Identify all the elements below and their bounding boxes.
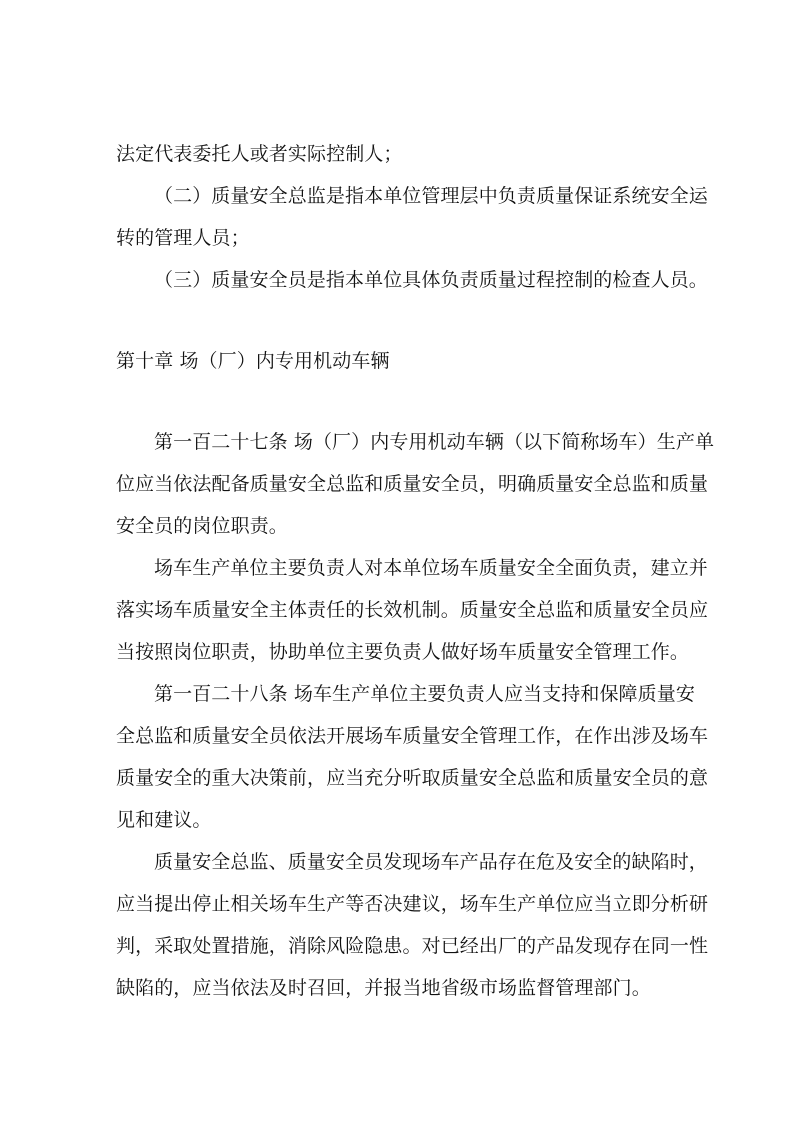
paragraph-line: 缺陷的，应当依法及时召回，并报当地省级市场监督管理部门。: [116, 977, 651, 999]
paragraph-line: 落实场车质量安全主体责任的长效机制。质量安全总监和质量安全员应: [116, 599, 709, 621]
chapter-heading: 第十章 场（厂）内专用机动车辆: [116, 350, 390, 372]
paragraph-line: 质量安全总监、质量安全员发现场车产品存在危及安全的缺陷时，: [154, 851, 708, 873]
paragraph-line: （三）质量安全员是指本单位具体负责质量过程控制的检查人员。: [154, 269, 708, 291]
article-line: 见和建议。: [116, 809, 212, 831]
paragraph-line: 判，采取处置措施，消除风险隐患。对已经出厂的产品发现存在同一性: [116, 935, 709, 957]
article-line: 质量安全的重大决策前，应当充分听取质量安全总监和质量安全员的意: [116, 767, 709, 789]
article-line: 安全员的岗位职责。: [116, 515, 288, 537]
paragraph-line: （二）质量安全总监是指本单位管理层中负责质量保证系统安全运: [154, 185, 708, 207]
article-line: 第一百二十七条 场（厂）内专用机动车辆（以下简称场车）生产单: [154, 431, 715, 453]
article-line: 位应当依法配备质量安全总监和质量安全员，明确质量安全总监和质量: [116, 473, 709, 495]
paragraph-line: 应当提出停止相关场车生产等否决建议，场车生产单位应当立即分析研: [116, 893, 709, 915]
paragraph-line: 法定代表委托人或者实际控制人；: [116, 143, 403, 165]
article-line: 全总监和质量安全员依法开展场车质量安全管理工作，在作出涉及场车: [116, 725, 709, 747]
article-line: 第一百二十八条 场车生产单位主要负责人应当支持和保障质量安: [154, 683, 695, 705]
paragraph-line: 当按照岗位职责，协助单位主要负责人做好场车质量安全管理工作。: [116, 641, 690, 663]
paragraph-line: 场车生产单位主要负责人对本单位场车质量安全全面负责，建立并: [154, 557, 708, 579]
paragraph-line: 转的管理人员；: [116, 227, 250, 249]
